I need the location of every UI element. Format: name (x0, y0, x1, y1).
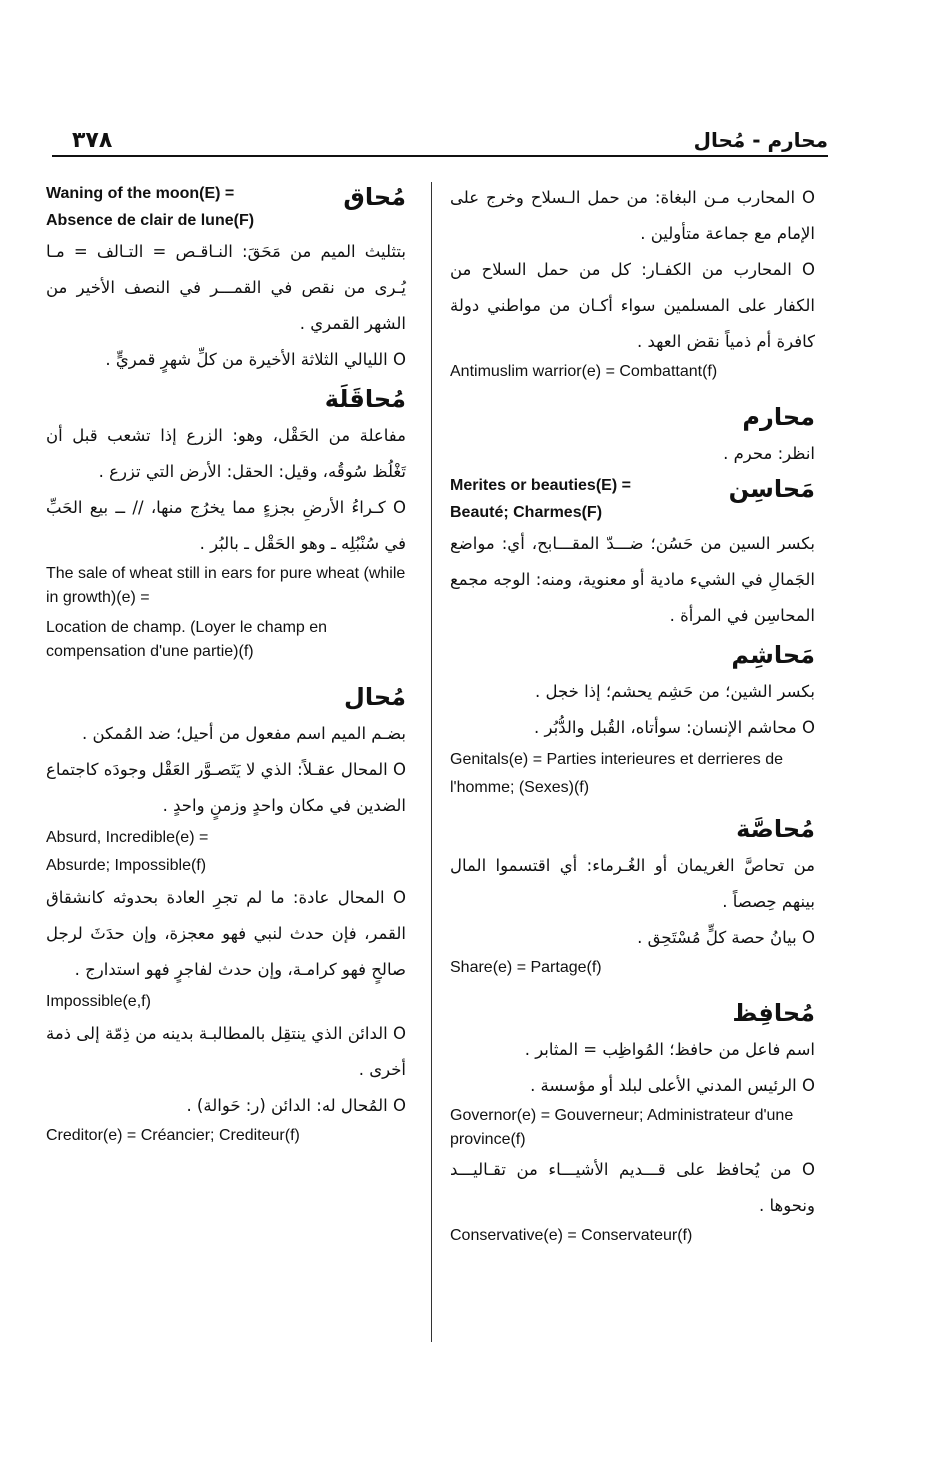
headword-muhafiz: مُحافِظ (732, 999, 815, 1027)
definition-text: O المحارب مـن البغاة: من حمل الـسلاح وخرج على الإمام مع جماعة متأولين . (450, 188, 815, 243)
headword-muhaq: مُحاق (343, 183, 406, 211)
headword-mahasin: مَحاسِن (728, 475, 815, 503)
definition-text: بضـم الميم اسم مفعول من أحيل؛ ضد المُمكن . (81, 724, 406, 743)
translation-text: Absurd, Incredible(e) = (46, 829, 209, 846)
translation-en: Waning of the moon(E) = (46, 185, 235, 202)
right-column (450, 180, 815, 1248)
left-column (46, 180, 406, 1148)
translation-text: Creditor(e) = Créancier; Crediteur(f) (46, 1127, 300, 1144)
definition-text: O الدائن الذي ينتقِل بالمطالبـة بدينه من ذِمّة إلى ذمة أخرى . (46, 1024, 406, 1079)
headword-muhaqala: مُحاقَلَة (324, 385, 406, 413)
page-number: ٣٧٨ (72, 128, 113, 153)
translation-text: Impossible(e,f) (46, 993, 151, 1010)
translation-text: Share(e) = Partage(f) (450, 959, 602, 976)
header-rule (52, 155, 828, 157)
definition-text: بكسر السين من حَسُن؛ ضـــدّ المقـــابح، أي: مواضع الجَمالِ في الشيء مادية أو معنوية، ومنه: الوجه مجمع المحاسِن في المرأة . (450, 534, 815, 625)
translation-en: Merites or beauties(E) = (450, 477, 631, 494)
definition-text: O الليالي الثلاثة الأخيرة من كلِّ شهرٍ قمريٍّ . (105, 350, 406, 369)
translation-text: Absurde; Impossible(f) (46, 857, 207, 874)
definition-text: O المُحال له: الدائن (ر: حَوالة) . (186, 1096, 406, 1115)
definition-text: O من يُحافظ على قـــديم الأشيـــاء من تقـاليـــد ونحوها . (450, 1160, 815, 1215)
entry-mahasin (450, 472, 815, 526)
running-head: محارم - مُحال (693, 128, 828, 152)
definition-text: O المحارب من الكفـار: كل من حمل السلاح من الكفار على المسلمين سواء أكـان من مواطني دولة كافرة أم ذمياً نقض العهد . (450, 260, 815, 351)
definition-text: مفاعلة من الحَقْل، وهو: الزرع إذا تشعب قبل أن تَغْلُظ سُوقُه، وقيل: الحقل: الأرض التي تزرع . (46, 426, 406, 481)
translation-text: Governor(e) = Gouverneur; Administrateur d'une province(f) (450, 1107, 794, 1148)
definition-text: O الرئيس المدني الأعلى لبلد أو مؤسسة . (530, 1076, 815, 1095)
definition-text: انظر: محرم . (723, 444, 815, 463)
definition-text: O بيانُ حصة كلٍّ مُسْتَحِق . (637, 928, 815, 947)
page-header (52, 128, 828, 158)
headword-maharim: محارم (742, 403, 815, 431)
headword-muhal: مُحال (344, 683, 406, 711)
definition-text: بتثليث الميم من مَحَقَ: النـاقـص = التـالف = مـا يُـرى من نقص في القمـــر في النصف الأخير من الشهر القمري . (46, 242, 406, 333)
headword-translation (46, 180, 254, 234)
translation-fr: Absence de clair de lune(F) (46, 212, 255, 229)
headword-translation (450, 472, 631, 526)
entry-muhaq (46, 180, 406, 234)
translation-text: Antimuslim warrior(e) = Combattant(f) (450, 363, 718, 380)
headword-muhassa: مُحاصَّة (736, 815, 815, 843)
definition-text: O المحال عادة: ما لم تجرِ العادة بحدوثه كانشقاق القمر، فإن حدث لنبي فهو معجزة، وإن حدَثَ لرجل صالحٍ فهو كرامـة، وإن حدث لفاجرٍ فهو استدارج . (46, 888, 406, 979)
translation-text: The sale of wheat still in ears for pure wheat (while in growth)(e) = (46, 565, 406, 606)
translation-fr: Beauté; Charmes(F) (450, 504, 603, 521)
translation-text: Genitals(e) = Parties interieures et derrieres de l'homme; (Sexes)(f) (450, 751, 784, 796)
definition-text: بكسر الشين؛ من حَشِم يحشم؛ إذا خجل . (535, 682, 815, 701)
translation-text: Conservative(e) = Conservateur(f) (450, 1227, 693, 1244)
definition-text: O كـراءُ الأرضِ بجزءٍ مما يخرُج منها، // ــ بيع الحَبِّ في سُنْبُلِه ـ وهو الحَقْل ـ بالبُر . (46, 498, 406, 553)
translation-text: Location de champ. (Loyer le champ en compensation d'une partie)(f) (46, 619, 328, 660)
definition-text: اسم فاعل من حافظ؛ المُواظِب = المثابر . (524, 1040, 815, 1059)
column-divider (431, 182, 432, 1342)
definition-text: O المحال عقـلاً: الذي لا يَتَصـوَّر العَقْل وجودَه كاجتماع الضدين في مكان واحدٍ وزمنٍ واحدٍ . (46, 760, 406, 815)
definition-text: من تحاصَّ الغريمان أو الغُـرماء: أي اقتسموا المال بينهم حِصصاً . (450, 856, 815, 911)
definition-text: O محاشم الإنسان: سوأتاه، القُبل والدُّبُر . (534, 718, 815, 737)
headword-mahashim: مَحاشِم (731, 641, 815, 669)
